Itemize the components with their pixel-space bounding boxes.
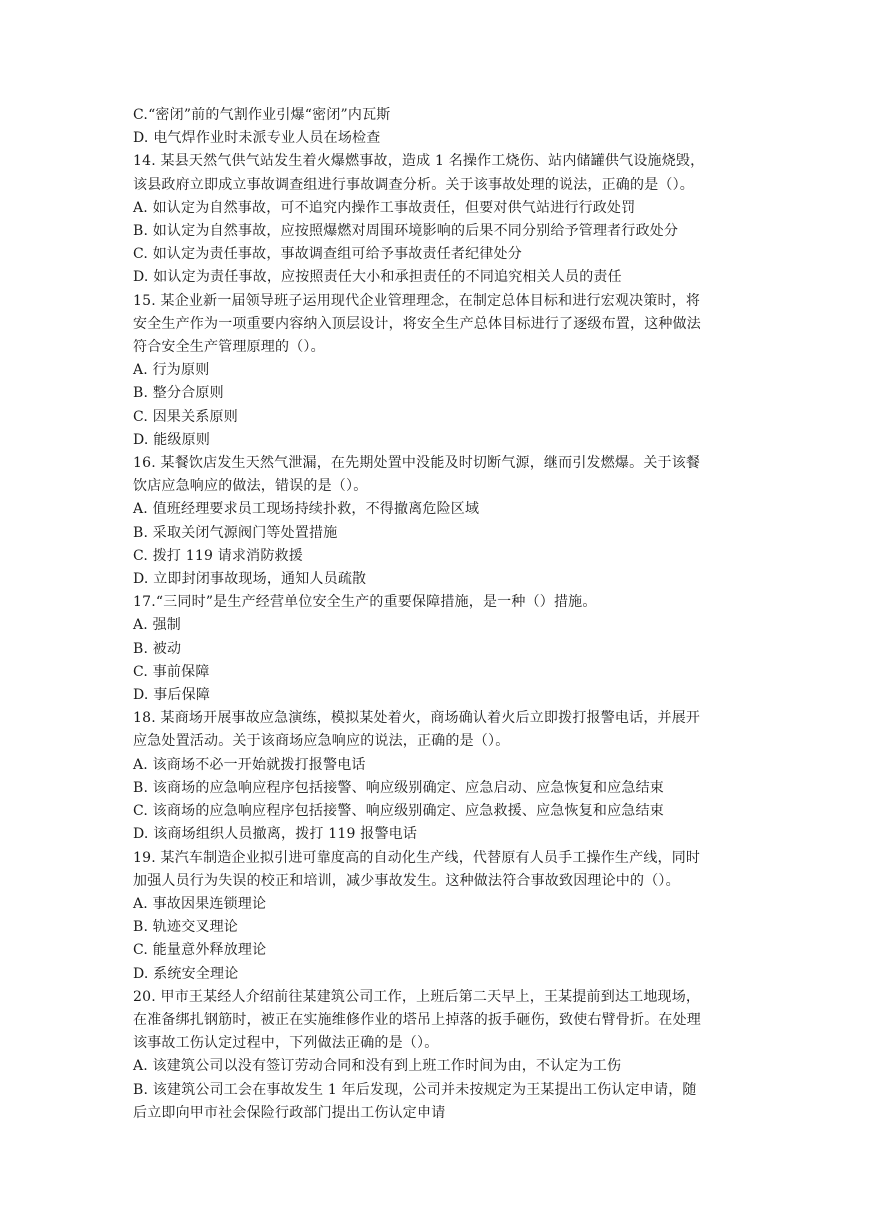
text-line: C. 事前保障 [133,663,210,680]
text-line: B. 轨迹交叉理论 [133,919,238,936]
text-line: C. 该商场的应急响应程序包括接警、响应级别确定、应急救援、应急恢复和应急结束 [133,803,664,820]
text-line: 加强人员行为失误的校正和培训，减少事故发生。这种做法符合事故致因理论中的（）。 [133,872,680,889]
text-line: 14. 某县天然气供气站发生着火爆燃事故，造成 1 名操作工烧伤、站内储罐供气设施烧毁， [133,153,705,170]
text-line: D. 系统安全理论 [133,965,239,982]
text-line: A. 强制 [133,617,182,634]
text-line: 16. 某餐饮店发生天然气泄漏，在先期处置中没能及时切断气源，继而引发燃爆。关于该餐 [133,455,701,472]
text-line: D. 如认定为责任事故，应按照责任大小和承担责任的不同追究相关人员的责任 [133,269,622,286]
text-line: 该事故工伤认定过程中，下列做法正确的是（）。 [133,1035,439,1052]
text-line: C. 因果关系原则 [133,408,238,425]
text-line: B. 该商场的应急响应程序包括接警、响应级别确定、应急启动、应急恢复和应急结束 [133,779,664,796]
text-line: 后立即向甲市社会保险行政部门提出工伤认定申请 [133,1104,446,1121]
text-line: A. 该商场不必一开始就拨打报警电话 [133,756,366,773]
text-line: 应急处置活动。关于该商场应急响应的说法，正确的是（）。 [133,733,510,750]
text-line: A. 该建筑公司以没有签订劳动合同和没有到上班工作时间为由，不认定为工伤 [133,1058,622,1075]
text-line: C.“密闭”前的气割作业引爆“密闭”内瓦斯 [133,107,391,123]
text-line: B. 采取关闭气源阀门等处置措施 [133,524,338,541]
text-line: 该县政府立即成立事故调查组进行事故调查分析。关于该事故处理的说法，正确的是（）。 [133,176,694,193]
text-line: C. 能量意外释放理论 [133,942,267,959]
text-line: 在准备绑扎钢筋时，被正在实施维修作业的塔吊上掉落的扳手砸伤，致使右臂骨折。在处理 [133,1011,701,1028]
text-line: B. 如认定为自然事故，应按照爆燃对周围环境影响的后果不同分别给予管理者行政处分 [133,223,679,240]
text-line: A. 如认定为自然事故，可不追究内操作工事故责任，但要对供气站进行行政处罚 [133,199,636,216]
text-line: D. 能级原则 [133,431,211,448]
text-line: A. 值班经理要求员工现场持续扑救，不得撤离危险区域 [133,501,480,518]
text-line: 饮店应急响应的做法，错误的是（）。 [133,478,368,495]
text-line: D. 事后保障 [133,687,211,704]
text-line: A. 事故因果连锁理论 [133,895,267,912]
text-line: D. 电气焊作业时未派专业人员在场检查 [133,130,381,147]
text-line: 19. 某汽车制造企业拟引进可靠度高的自动化生产线，代替原有人员手工操作生产线，同时 [133,849,701,866]
text-line: B. 该建筑公司工会在事故发生 1 年后发现，公司并未按规定为王某提出工伤认定申请，随 [133,1081,697,1098]
text-line: 17.“三同时”是生产经营单位安全生产的重要保障措施，是一种（）措施。 [133,594,597,611]
exam-text-body [133,104,741,1125]
text-line: B. 整分合原则 [133,385,224,402]
text-line: 15. 某企业新一届领导班子运用现代企业管理理念，在制定总体目标和进行宏观决策时，将 [133,292,701,309]
text-line: 符合安全生产管理原理的（）。 [133,339,325,356]
text-line: D. 该商场组织人员撤离，拨打 119 报警电话 [133,826,418,843]
text-line: C. 拨打 119 请求消防救援 [133,547,303,564]
text-line: D. 立即封闭事故现场，通知人员疏散 [133,571,367,588]
text-line: A. 行为原则 [133,362,210,379]
text-line: C. 如认定为责任事故，事故调查组可给予事故责任者纪律处分 [133,246,522,263]
text-line: 18. 某商场开展事故应急演练，模拟某处着火，商场确认着火后立即拨打报警电话，并展开 [133,710,701,727]
text-line: B. 被动 [133,640,182,657]
text-line: 安全生产作为一项重要内容纳入顶层设计，将安全生产总体目标进行了逐级布置，这种做法 [133,315,701,332]
text-line: 20. 甲市王某经人介绍前往某建筑公司工作，上班后第二天早上，王某提前到达工地现场， [133,988,701,1005]
